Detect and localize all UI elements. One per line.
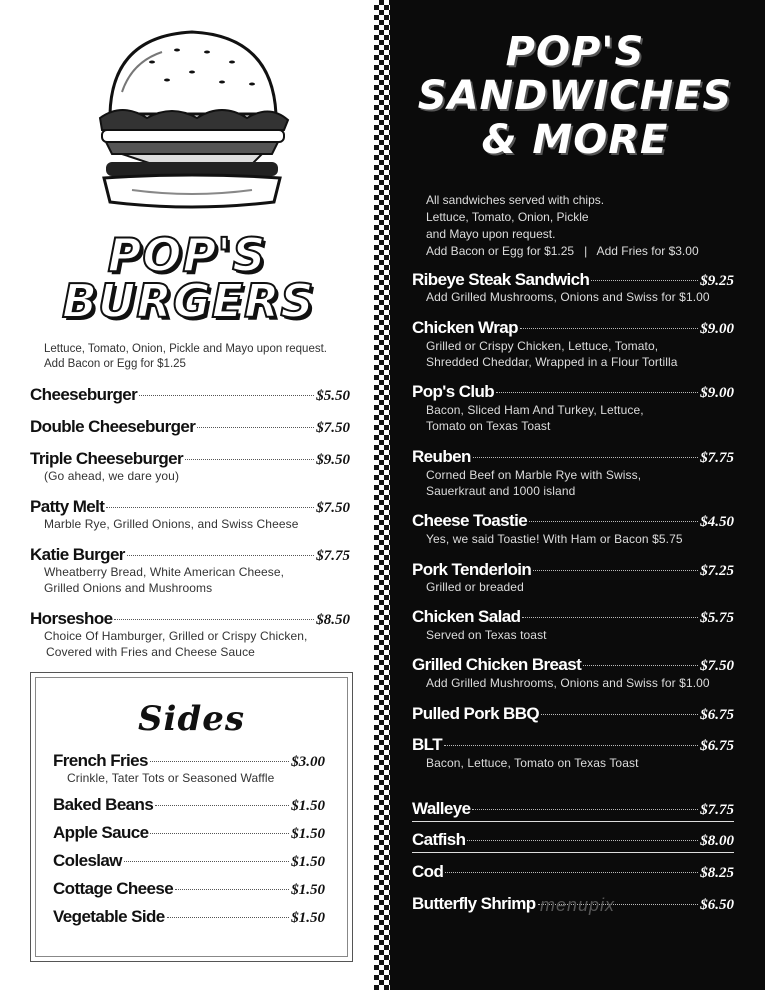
item-price: $8.00 — [700, 833, 734, 849]
burgers-note-line: Lettuce, Tomato, Onion, Pickle and Mayo upon request. — [44, 343, 327, 355]
desc-line: Bacon, Sliced Ham And Turkey, Lettuce, — [426, 403, 644, 417]
menu-item-pulled-pork-bbq — [412, 704, 734, 724]
burgers-note-line: Add Bacon or Egg for $1.25 — [44, 358, 186, 370]
menu-item-ribeye-steak-sandwich — [412, 270, 734, 290]
item-price: $7.50 — [316, 500, 350, 516]
dot-leader — [445, 872, 698, 873]
item-name: French Fries — [53, 751, 148, 770]
dot-leader — [106, 507, 314, 508]
item-name: Cheese Toastie — [412, 511, 528, 530]
item-name: Patty Melt — [30, 497, 105, 516]
item-name: Horseshoe — [30, 609, 113, 628]
item-name: Baked Beans — [53, 795, 154, 814]
item-price: $7.50 — [700, 658, 734, 674]
item-name: Cottage Cheese — [53, 879, 174, 898]
dot-leader — [533, 570, 698, 571]
desc-line: Grilled Onions and Mushrooms — [44, 581, 213, 595]
item-description — [44, 516, 354, 532]
dot-leader — [529, 521, 698, 522]
item-name: Chicken Salad — [412, 607, 521, 626]
item-price: $1.50 — [291, 798, 325, 814]
burgers-title-line2: BURGERS — [62, 274, 315, 328]
side-item-cottage-cheese — [53, 879, 325, 899]
desc-line: Tomato on Texas Toast — [426, 419, 551, 433]
burger-illustration — [92, 22, 292, 212]
sandwiches-title-line1: POP'S — [505, 29, 645, 75]
menu-item-chicken-salad — [412, 607, 734, 627]
dot-leader — [155, 805, 289, 806]
dot-leader — [175, 889, 289, 890]
menu-item-katie-burger — [30, 545, 350, 565]
dot-leader — [473, 457, 699, 458]
item-name: Cheeseburger — [30, 385, 138, 404]
item-description — [44, 468, 354, 484]
item-description — [426, 531, 746, 547]
menu-item-horseshoe — [30, 609, 350, 629]
menu-item-grilled-chicken-breast — [412, 655, 734, 675]
item-price: $7.50 — [316, 420, 350, 436]
item-price: $1.50 — [291, 826, 325, 842]
menu-item-cheeseburger — [30, 385, 350, 405]
checkered-divider — [374, 0, 390, 990]
sandwiches-note-line: and Mayo upon request. — [426, 227, 556, 241]
item-name: Pulled Pork BBQ — [412, 704, 540, 723]
dot-leader — [472, 809, 698, 810]
item-description — [426, 338, 746, 370]
desc-line: Marble Rye, Grilled Onions, and Swiss Cheese — [44, 517, 299, 531]
sandwiches-panel — [390, 0, 765, 990]
dot-leader — [522, 617, 698, 618]
dot-leader — [591, 280, 698, 281]
sandwiches-note-line: Add Bacon or Egg for $1.25 | Add Fries for $3.00 — [426, 244, 699, 258]
desc-line: Served on Texas toast — [426, 628, 547, 642]
desc-line: Bacon, Lettuce, Tomato on Texas Toast — [426, 756, 639, 770]
watermark: menupix — [540, 895, 616, 915]
dot-leader — [496, 392, 698, 393]
desc-line: Yes, we said Toastie! With Ham or Bacon $5.75 — [426, 532, 683, 546]
item-description — [426, 675, 746, 691]
sides-title: Sides — [137, 699, 246, 739]
item-description — [426, 579, 746, 595]
item-name: Reuben — [412, 447, 471, 466]
dot-leader — [150, 833, 289, 834]
item-description — [426, 755, 746, 771]
side-item-vegetable-side — [53, 907, 325, 927]
side-item-apple-sauce — [53, 823, 325, 843]
desc-line: Crinkle, Tater Tots or Seasoned Waffle — [67, 771, 275, 785]
desc-line: Grilled or Crispy Chicken, Lettuce, Tomato, — [426, 339, 659, 353]
sandwiches-note-line: Lettuce, Tomato, Onion, Pickle — [426, 210, 589, 224]
sandwiches-note — [426, 192, 746, 260]
item-description — [426, 402, 746, 434]
item-name: Pork Tenderloin — [412, 560, 532, 579]
item-price: $1.50 — [291, 910, 325, 926]
item-price: $3.00 — [291, 754, 325, 770]
item-name: Double Cheeseburger — [30, 417, 196, 436]
sandwiches-note-line: All sandwiches served with chips. — [426, 193, 605, 207]
item-price: $9.25 — [700, 273, 734, 289]
sandwiches-title-line2: SANDWICHES — [417, 73, 733, 119]
sides-box — [30, 672, 353, 962]
sandwiches-title — [410, 30, 740, 162]
item-price: $1.50 — [291, 882, 325, 898]
item-name: Chicken Wrap — [412, 318, 518, 337]
item-price: $8.25 — [700, 865, 734, 881]
side-item-coleslaw — [53, 851, 325, 871]
dot-leader — [185, 459, 314, 460]
dot-leader — [150, 761, 289, 762]
item-name: Catfish — [412, 830, 466, 849]
item-name: Butterfly Shrimp — [412, 894, 536, 913]
item-price: $7.25 — [700, 563, 734, 579]
item-name: Cod — [412, 862, 444, 881]
dot-leader — [167, 917, 290, 918]
item-name: Grilled Chicken Breast — [412, 655, 582, 674]
desc-line: Sauerkraut and 1000 island — [426, 484, 576, 498]
item-name: Apple Sauce — [53, 823, 149, 842]
dot-leader — [583, 665, 698, 666]
menu-item-walleye — [412, 799, 734, 822]
menu-item-cheese-toastie — [412, 511, 734, 531]
item-description — [44, 564, 354, 596]
menu-item-cod — [412, 862, 734, 882]
burgers-title — [62, 228, 315, 328]
desc-line: Corned Beef on Marble Rye with Swiss, — [426, 468, 642, 482]
item-price: $5.50 — [316, 388, 350, 404]
burgers-panel — [0, 0, 374, 990]
desc-line: Add Grilled Mushrooms, Onions and Swiss for $1.00 — [426, 290, 710, 304]
item-name: Triple Cheeseburger — [30, 449, 183, 468]
dot-leader — [124, 861, 289, 862]
item-name: Katie Burger — [30, 545, 125, 564]
burgers-note — [44, 342, 364, 372]
item-price: $6.75 — [700, 738, 734, 754]
desc-line: (Go ahead, we dare you) — [44, 469, 180, 483]
menu-item-pork-tenderloin — [412, 560, 734, 580]
menu-item-catfish — [412, 830, 734, 853]
item-name: Vegetable Side — [53, 907, 165, 926]
dot-leader — [139, 395, 314, 396]
burgers-title-line1: POP'S — [107, 228, 267, 282]
menu-item-chicken-wrap — [412, 318, 734, 338]
item-price: $7.75 — [700, 450, 734, 466]
item-name: Ribeye Steak Sandwich — [412, 270, 590, 289]
sandwiches-title-line3: & MORE — [481, 117, 669, 163]
dot-leader — [114, 619, 314, 620]
dot-leader — [467, 840, 698, 841]
dot-leader — [197, 427, 314, 428]
menu-item-blt — [412, 735, 734, 755]
item-price: $6.50 — [700, 897, 734, 913]
dot-leader — [444, 745, 698, 746]
desc-line: Covered with Fries and Cheese Sauce — [46, 645, 255, 659]
dot-leader — [520, 328, 698, 329]
desc-line: Shredded Cheddar, Wrapped in a Flour Tortilla — [426, 355, 678, 369]
menu-item-reuben — [412, 447, 734, 467]
item-name: Walleye — [412, 799, 471, 818]
item-description — [426, 467, 746, 499]
item-name: Pop's Club — [412, 382, 495, 401]
menu-item-double-cheeseburger — [30, 417, 350, 437]
menu-item-triple-cheeseburger — [30, 449, 350, 469]
item-price: $1.50 — [291, 854, 325, 870]
side-item-french-fries — [53, 751, 325, 771]
item-price: $9.00 — [700, 385, 734, 401]
menu-item-pops-club — [412, 382, 734, 402]
item-price: $9.50 — [316, 452, 350, 468]
item-price: $7.75 — [700, 802, 734, 818]
desc-line: Wheatberry Bread, White American Cheese, — [44, 565, 285, 579]
side-item-baked-beans — [53, 795, 325, 815]
item-price: $4.50 — [700, 514, 734, 530]
item-description — [426, 627, 746, 643]
item-price: $7.75 — [316, 548, 350, 564]
item-name: BLT — [412, 735, 442, 754]
item-description — [44, 628, 354, 660]
item-price: $5.75 — [700, 610, 734, 626]
item-price: $9.00 — [700, 321, 734, 337]
item-name: Coleslaw — [53, 851, 122, 870]
dot-leader — [127, 555, 314, 556]
desc-line: Add Grilled Mushrooms, Onions and Swiss for $1.00 — [426, 676, 710, 690]
item-description — [426, 289, 746, 305]
item-price: $8.50 — [316, 612, 350, 628]
menu-item-patty-melt — [30, 497, 350, 517]
desc-line: Grilled or breaded — [426, 580, 524, 594]
item-price: $6.75 — [700, 707, 734, 723]
item-description — [67, 770, 337, 786]
dot-leader — [541, 714, 698, 715]
desc-line: Choice Of Hamburger, Grilled or Crispy Chicken, — [44, 629, 308, 643]
